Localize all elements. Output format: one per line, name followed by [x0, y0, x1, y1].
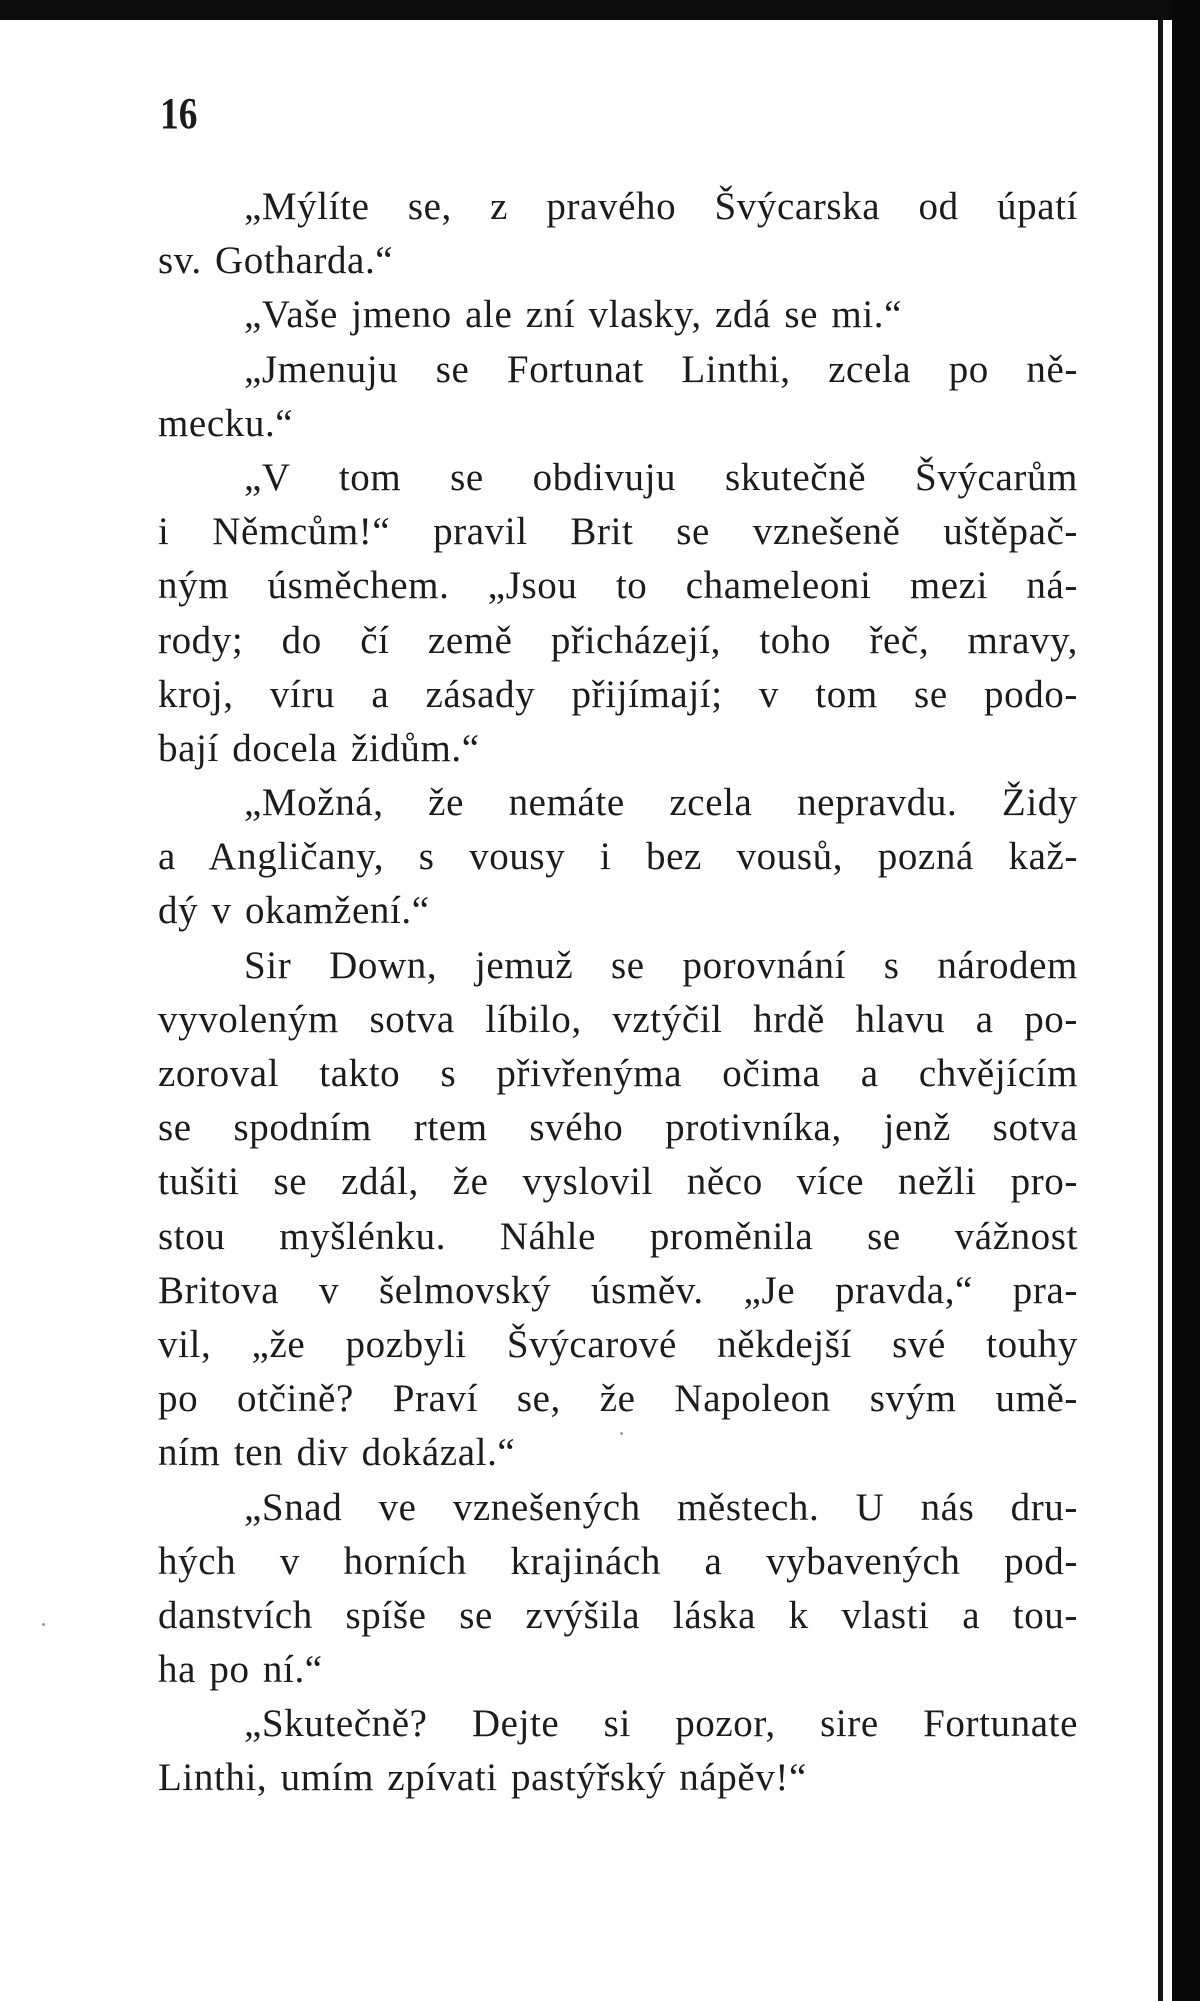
text-line: „Skutečně? Dejte si pozor, sire Fortunate — [244, 1702, 1078, 1746]
text-line: sv. Gotharda.“ — [158, 239, 394, 283]
text-line: „V tom se obdivuju skutečně Švýcarům — [244, 455, 1078, 499]
page-edge-line — [1158, 20, 1163, 2001]
page-number: 16 — [160, 89, 198, 138]
text-line: mecku.“ — [158, 401, 294, 445]
text-line: stou myšlénku. Náhle proměnila se vážnost — [158, 1214, 1078, 1258]
text-line: Linthi, umím zpívati pastýřský nápěv!“ — [158, 1756, 807, 1800]
scan-top-border — [0, 0, 1200, 20]
text-line: dý v okamžení.“ — [158, 889, 430, 933]
scan-right-border — [1172, 0, 1200, 2001]
text-line: „Vaše jmeno ale zní vlasky, zdá se mi.“ — [244, 293, 903, 337]
text-line: bají docela židům.“ — [158, 726, 480, 770]
scan-speck — [620, 1432, 623, 1435]
text-line: danstvích spíše se zvýšila láska k vlasti a tou- — [158, 1593, 1078, 1637]
text-line: ha po ní.“ — [158, 1648, 323, 1692]
text-line: „Možná, že nemáte zcela nepravdu. Židy — [244, 781, 1078, 825]
text-line: rody; do čí země přicházejí, toho řeč, mravy, — [158, 618, 1078, 662]
text-line: kroj, víru a zásady přijímají; v tom se podo- — [158, 672, 1078, 716]
text-line: hých v horních krajinách a vybavených pod- — [158, 1539, 1078, 1583]
scan-speck — [42, 1623, 45, 1626]
text-line: ním ten div dokázal.“ — [158, 1431, 516, 1475]
text-line: Britova v šelmovský úsměv. „Je pravda,“ pra- — [158, 1268, 1078, 1312]
text-line: a Angličany, s vousy i bez vousů, pozná kaž- — [158, 835, 1078, 879]
text-line: ným úsměchem. „Jsou to chameleoni mezi ná- — [158, 564, 1078, 608]
text-line: vil, „že pozbyli Švýcarové někdejší své touhy — [158, 1322, 1078, 1366]
text-line: se spodním rtem svého protivníka, jenž sotva — [158, 1106, 1078, 1150]
text-line: zoroval takto s přivřenýma očima a chvějícím — [158, 1052, 1078, 1095]
text-line: tušiti se zdál, že vyslovil něco více nežli pro- — [158, 1160, 1078, 1204]
text-line: „Mýlíte se, z pravého Švýcarska od úpatí — [244, 185, 1078, 228]
text-line: po otčině? Praví se, že Napoleon svým umě- — [158, 1377, 1078, 1421]
text-line: i Němcům!“ pravil Brit se vznešeně uštěpač- — [158, 510, 1078, 554]
body-text — [158, 180, 1078, 1806]
text-line: Sir Down, jemuž se porovnání s národem — [244, 943, 1078, 987]
text-line: vyvoleným sotva líbilo, vztýčil hrdě hlavu a po- — [158, 997, 1078, 1041]
text-line: „Jmenuju se Fortunat Linthi, zcela po ně- — [244, 347, 1078, 391]
text-line: „Snad ve vznešených městech. U nás dru- — [244, 1485, 1078, 1529]
